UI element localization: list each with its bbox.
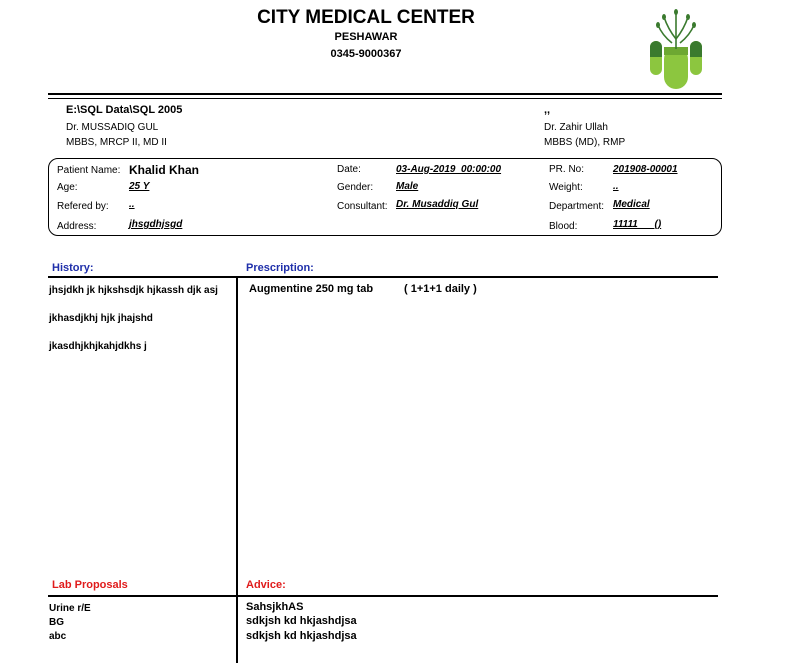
date-label: Date: [337, 164, 361, 175]
consultant-label: Consultant: [337, 201, 388, 212]
section-rule-bottom [48, 595, 718, 597]
clinic-phone: 0345-9000367 [330, 48, 402, 60]
doctor-right-name: Dr. Zahir Ullah [544, 122, 608, 133]
age-label: Age: [57, 182, 78, 193]
lab-line-1: Urine r/E [49, 603, 91, 614]
prescription-medicine: Augmentine 250 mg tab [249, 283, 374, 295]
refered-by-label: Refered by: [57, 201, 109, 212]
prescription-dose: ( 1+1+1 daily ) [404, 283, 477, 295]
doctor-right-mark: ,, [544, 104, 551, 116]
weight-value: .. [613, 181, 619, 192]
consultant-value: Dr. Musaddiq Gul [396, 199, 479, 210]
gender-value: Male [396, 181, 419, 192]
department-value: Medical [613, 199, 650, 210]
prescription-heading: Prescription: [246, 262, 314, 274]
department-label: Department: [549, 201, 605, 212]
header-rule-bottom [48, 98, 722, 99]
address-label: Address: [57, 221, 97, 232]
advice-line-3: sdkjsh kd hkjashdjsa [246, 630, 357, 642]
pr-no-label: PR. No: [549, 164, 585, 175]
clinic-title: CITY MEDICAL CENTER [257, 7, 475, 28]
lab-line-3: abc [49, 631, 67, 642]
clinic-logo-icon [648, 9, 704, 91]
date-value: 03-Aug-2019 00:00:00 [396, 164, 502, 175]
history-line-1: jhsjdkh jk hjkshsdjk hjkassh djk asj [49, 285, 218, 296]
history-heading: History: [52, 262, 94, 274]
doctor-left-path: E:\SQL Data\SQL 2005 [66, 104, 183, 116]
lab-proposals-heading: Lab Proposals [52, 579, 128, 591]
section-rule-top [48, 276, 718, 278]
column-divider [236, 276, 238, 663]
history-line-2: jkhasdjkhj hjk jhajshd [49, 313, 153, 324]
pr-no-value: 201908-00001 [613, 164, 678, 175]
clinic-city: PESHAWAR [334, 31, 398, 43]
weight-label: Weight: [549, 182, 583, 193]
header-rule-top [48, 93, 722, 95]
advice-heading: Advice: [246, 579, 286, 591]
address-value: jhsgdhjsgd [129, 219, 183, 230]
doctor-right-qualification: MBBS (MD), RMP [544, 137, 626, 148]
blood-label: Blood: [549, 221, 578, 232]
doctor-left-name: Dr. MUSSADIQ GUL [66, 122, 159, 133]
blood-value: 11111 () [613, 219, 662, 230]
refered-by-value: .. [129, 199, 135, 210]
advice-line-1: SahsjkhAS [246, 601, 304, 613]
history-line-3: jkasdhjkhjkahjdkhs j [49, 341, 147, 352]
patient-name-label: Patient Name: [57, 165, 121, 176]
age-value: 25 Y [129, 181, 150, 192]
patient-name-value: Khalid Khan [129, 163, 200, 177]
gender-label: Gender: [337, 182, 374, 193]
advice-line-2: sdkjsh kd hkjashdjsa [246, 615, 357, 627]
doctor-left-qualification: MBBS, MRCP II, MD II [66, 137, 167, 148]
lab-line-2: BG [49, 617, 64, 628]
